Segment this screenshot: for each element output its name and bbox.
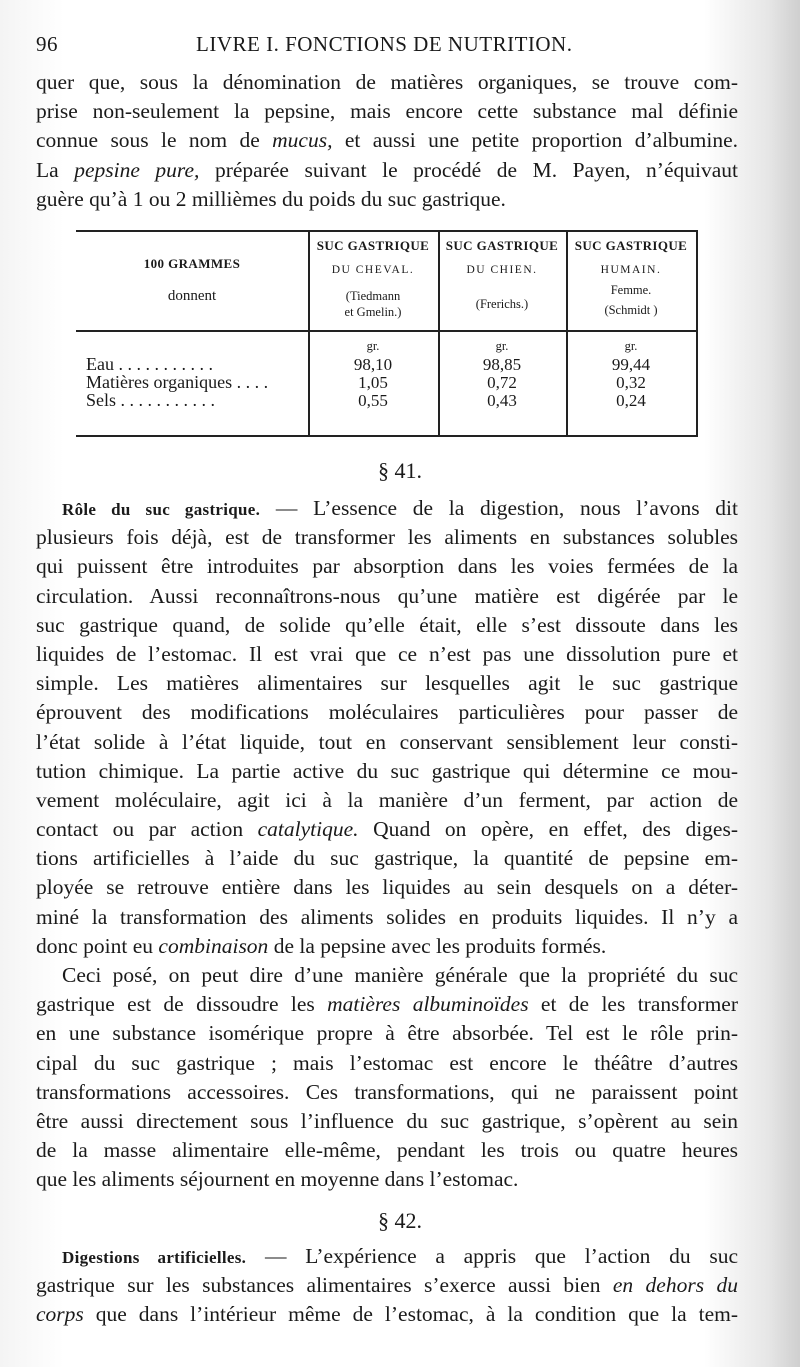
text-line: transformations accessoires. Ces transformations, qui ne paraissent point — [36, 1079, 738, 1104]
paragraph-ceci-pose — [36, 961, 738, 1195]
text-line: tions artificielles à l’aide du suc gastrique, la quantité de pepsine em- — [36, 846, 738, 871]
text-line: gastrique sur les substances alimentaires s’exerce aussi bien en dehors du — [36, 1273, 738, 1298]
italic-term: pepsine pure, — [74, 157, 200, 182]
text-line: La pepsine pure, préparée suivant le procédé de M. Payen, n’équivaut — [36, 157, 738, 182]
paragraph-role-suc-gastrique — [36, 494, 738, 961]
table-cell: 0,24 — [616, 391, 646, 410]
text-line: tution chimique. La partie active du suc gastrique qui détermine ce mou- — [36, 758, 738, 783]
table-stub-subtitle: donnent — [167, 288, 217, 304]
paragraph-intro — [36, 68, 738, 214]
table-cell: 1,05 — [358, 373, 388, 392]
text-line: l’état solide à l’état liquide, tout en conservant sensiblement leur consti- — [36, 729, 738, 754]
unit-label: gr. — [366, 339, 380, 353]
row-label: Matières organiques . . . . — [86, 372, 269, 392]
column-header-subtitle: DU CHIEN. — [466, 264, 538, 276]
table-cell: 0,43 — [487, 391, 517, 410]
text-line: vement moléculaire, agit ici à la manière d’un ferment, par action de — [36, 787, 738, 812]
text-line: guère qu’à 1 ou 2 millièmes du poids du suc gastrique. — [36, 186, 506, 211]
column-header-source: (Schmidt ) — [604, 303, 658, 317]
text-line: Digestions artificielles. — L’expérience a appris que l’action du suc — [62, 1244, 738, 1268]
section-mark-42: § 42. — [378, 1208, 422, 1233]
text-line: gastrique est de dissoudre les matières albuminoïdes et de les transformer — [36, 992, 738, 1017]
italic-term: catalytique. — [257, 817, 359, 842]
text-line: cipal du suc gastrique ; mais l’estomac est encore le théâtre d’autres — [36, 1050, 738, 1075]
text-line: plusieurs fois déjà, est de transformer les aliments en substances solubles — [36, 525, 738, 550]
column-header-source: et Gmelin.) — [344, 305, 402, 319]
table-cell: 0,55 — [358, 391, 388, 410]
text-line: qui puissent être introduites par absorption dans les voies fermées de la — [36, 554, 738, 579]
italic-term: corps — [36, 1302, 84, 1327]
text-line: que les aliments séjournent en moyenne dans l’estomac. — [36, 1167, 519, 1192]
table-stub-title: 100 GRAMMES — [143, 256, 241, 271]
text-line: Ceci posé, on peut dire d’une manière générale que la propriété du suc — [62, 963, 738, 987]
text-line: circulation. Aussi reconnaîtrons-nous qu’une matière est digérée par le — [36, 583, 738, 608]
run-in-heading: Digestions artificielles. — [62, 1248, 247, 1267]
text-line: liquides de l’estomac. Il est vrai que ce n’est pas une dissolution pure et — [36, 641, 738, 666]
text-line: éprouvent des modifications moléculaires particulières pour passer de — [36, 700, 738, 725]
unit-label: gr. — [624, 339, 638, 353]
column-header-title: SUC GASTRIQUE — [574, 238, 688, 253]
column-header-source: (Tiedmann — [345, 289, 401, 303]
unit-label: gr. — [495, 339, 509, 353]
italic-term: matières albuminoïdes — [327, 992, 529, 1017]
text-line: miné la transformation des aliments solides en produits liquides. Il n’y a — [36, 904, 738, 929]
text-line: de la masse alimentaire elle-même, pendant les trois ou quatre heures — [36, 1138, 738, 1163]
table-cell: 98,85 — [482, 355, 522, 374]
running-title: LIVRE I. FONCTIONS DE NUTRITION. — [196, 32, 573, 56]
paragraph-digestions-artificielles — [36, 1242, 738, 1330]
text-line: être aussi directement sous l’influence du suc gastrique, s’opèrent au sein — [36, 1108, 738, 1133]
text-line: prise non-seulement la pepsine, mais encore cette substance mal définie — [36, 99, 738, 124]
row-label: Sels . . . . . . . . . . . — [86, 390, 216, 410]
page-header — [36, 28, 786, 62]
text-line: suc gastrique quand, de solide qu’elle était, elle s’est dissoute dans les — [36, 612, 738, 637]
column-header-source: Femme. — [610, 283, 652, 297]
column-header-title: SUC GASTRIQUE — [445, 238, 559, 253]
text-line: contact ou par action catalytique. Quand on opère, en effet, des diges- — [36, 817, 738, 842]
text-line: ployée se retrouve entière dans les liquides au sein desquels on a déter- — [36, 875, 738, 900]
text-line: en une substance isomérique propre à être absorbée. Tel est le rôle prin- — [36, 1021, 738, 1046]
italic-term: en dehors du — [612, 1273, 738, 1298]
column-header-title: SUC GASTRIQUE — [316, 238, 430, 253]
page-number: 96 — [36, 32, 58, 56]
table-cell: 98,10 — [353, 355, 393, 374]
table-cell: 99,44 — [611, 355, 651, 374]
text-line: donc point eu combinaison de la pepsine avec les produits formés. — [36, 933, 607, 958]
column-header-subtitle: HUMAIN. — [600, 264, 662, 276]
text-line: quer que, sous la dénomination de matières organiques, se trouve com- — [36, 70, 738, 94]
text-line: Rôle du suc gastrique. — L’essence de la digestion, nous l’avons dit — [62, 496, 738, 520]
run-in-heading: Rôle du suc gastrique. — [62, 500, 261, 519]
text-line: connue sous le nom de mucus, et aussi une petite proportion d’albumine. — [36, 128, 738, 153]
text-line: corps que dans l’intérieur même de l’estomac, à la condition que la tem- — [36, 1302, 738, 1327]
section-mark-41: § 41. — [378, 458, 422, 483]
table-cell: 0,32 — [616, 373, 646, 392]
table-cell: 0,72 — [487, 373, 517, 392]
italic-term: mucus, — [272, 128, 333, 153]
column-header-subtitle: DU CHEVAL. — [331, 264, 415, 276]
gastric-juice-table — [76, 230, 698, 438]
row-label: Eau . . . . . . . . . . . — [86, 354, 213, 374]
column-header-source: (Frerichs.) — [475, 297, 529, 311]
text-line: simple. Les matières alimentaires sur lesquelles agit le suc gastrique — [36, 671, 738, 696]
italic-term: combinaison — [158, 933, 269, 958]
